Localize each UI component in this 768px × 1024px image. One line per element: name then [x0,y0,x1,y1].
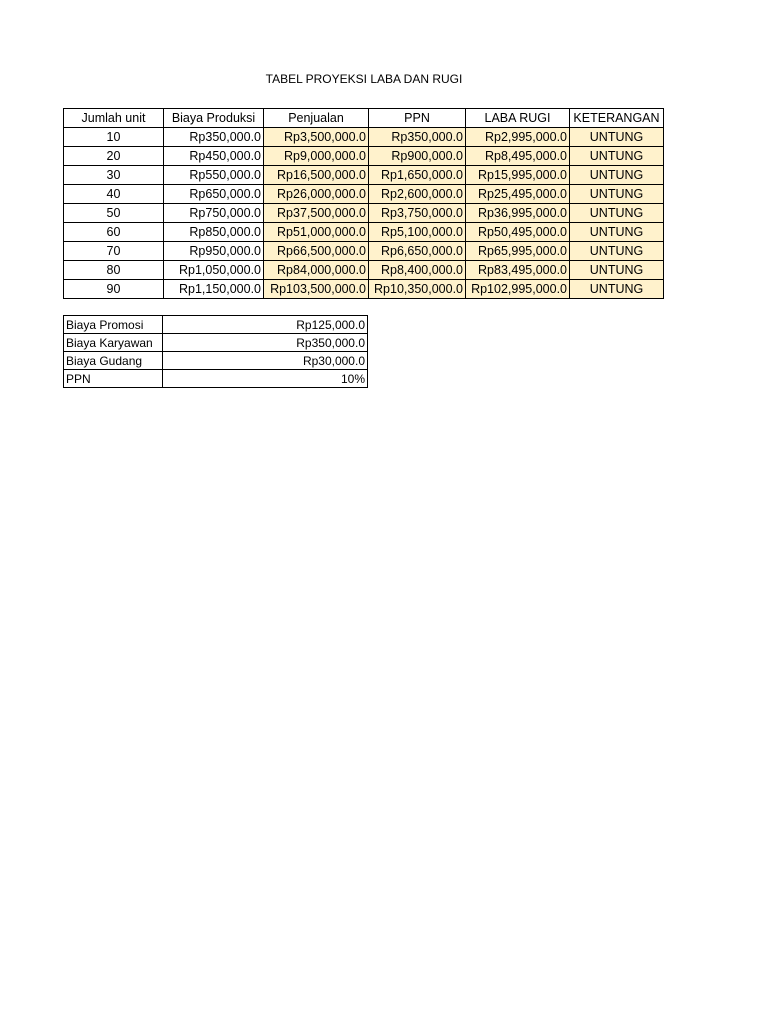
profit-loss-cell: Rp36,995,000.0 [466,204,570,223]
production-cost-cell: Rp550,000.0 [164,166,264,185]
sales-cell: Rp103,500,000.0 [264,280,369,299]
profit-loss-cell: Rp83,495,000.0 [466,261,570,280]
status-cell: UNTUNG [570,280,664,299]
table-row [64,147,664,166]
unit-count-cell: 10 [64,128,164,147]
sales-cell: Rp16,500,000.0 [264,166,369,185]
sales-cell: Rp26,000,000.0 [264,185,369,204]
sales-cell: Rp84,000,000.0 [264,261,369,280]
table-row [64,261,664,280]
status-cell: UNTUNG [570,261,664,280]
unit-count-cell: 70 [64,242,164,261]
ppn-cell: Rp8,400,000.0 [369,261,466,280]
parameter-value: Rp350,000.0 [163,334,368,352]
unit-count-cell: 20 [64,147,164,166]
status-cell: UNTUNG [570,242,664,261]
production-cost-cell: Rp1,050,000.0 [164,261,264,280]
production-cost-cell: Rp650,000.0 [164,185,264,204]
table-row [64,334,368,352]
parameter-label: Biaya Gudang [64,352,163,370]
parameter-value: Rp125,000.0 [163,316,368,334]
unit-count-cell: 50 [64,204,164,223]
ppn-cell: Rp2,600,000.0 [369,185,466,204]
table-row [64,316,368,334]
parameter-label: Biaya Karyawan [64,334,163,352]
unit-count-cell: 60 [64,223,164,242]
ppn-cell: Rp3,750,000.0 [369,204,466,223]
table-row [64,223,664,242]
production-cost-cell: Rp950,000.0 [164,242,264,261]
sales-cell: Rp51,000,000.0 [264,223,369,242]
status-cell: UNTUNG [570,166,664,185]
table-row [64,242,664,261]
ppn-cell: Rp6,650,000.0 [369,242,466,261]
profit-loss-cell: Rp50,495,000.0 [466,223,570,242]
table-row [64,166,664,185]
parameter-label: Biaya Promosi [64,316,163,334]
profit-loss-cell: Rp102,995,000.0 [466,280,570,299]
unit-count-cell: 30 [64,166,164,185]
production-cost-cell: Rp350,000.0 [164,128,264,147]
status-cell: UNTUNG [570,204,664,223]
sales-cell: Rp37,500,000.0 [264,204,369,223]
column-header: Jumlah unit [64,109,164,128]
status-cell: UNTUNG [570,185,664,204]
unit-count-cell: 80 [64,261,164,280]
production-cost-cell: Rp450,000.0 [164,147,264,166]
column-header: Penjualan [264,109,369,128]
status-cell: UNTUNG [570,128,664,147]
production-cost-cell: Rp1,150,000.0 [164,280,264,299]
table-row [64,352,368,370]
column-header: LABA RUGI [466,109,570,128]
profit-loss-cell: Rp65,995,000.0 [466,242,570,261]
parameter-label: PPN [64,370,163,388]
profit-loss-table [63,108,664,299]
header-row [64,109,664,128]
table-row [64,204,664,223]
production-cost-cell: Rp750,000.0 [164,204,264,223]
status-cell: UNTUNG [570,223,664,242]
ppn-cell: Rp5,100,000.0 [369,223,466,242]
sales-cell: Rp3,500,000.0 [264,128,369,147]
sales-cell: Rp66,500,000.0 [264,242,369,261]
profit-loss-cell: Rp15,995,000.0 [466,166,570,185]
parameter-value: Rp30,000.0 [163,352,368,370]
ppn-cell: Rp10,350,000.0 [369,280,466,299]
ppn-cell: Rp350,000.0 [369,128,466,147]
production-cost-cell: Rp850,000.0 [164,223,264,242]
parameter-value: 10% [163,370,368,388]
sales-cell: Rp9,000,000.0 [264,147,369,166]
ppn-cell: Rp1,650,000.0 [369,166,466,185]
table-row [64,280,664,299]
profit-loss-cell: Rp8,495,000.0 [466,147,570,166]
status-cell: UNTUNG [570,147,664,166]
ppn-cell: Rp900,000.0 [369,147,466,166]
page-title: TABEL PROYEKSI LABA DAN RUGI [265,72,463,86]
table-row [64,185,664,204]
unit-count-cell: 90 [64,280,164,299]
column-header: PPN [369,109,466,128]
table-row [64,128,664,147]
profit-loss-cell: Rp25,495,000.0 [466,185,570,204]
cost-parameters-table [63,315,368,388]
unit-count-cell: 40 [64,185,164,204]
column-header: Biaya Produksi [164,109,264,128]
profit-loss-cell: Rp2,995,000.0 [466,128,570,147]
table-row [64,370,368,388]
column-header: KETERANGAN [570,109,664,128]
